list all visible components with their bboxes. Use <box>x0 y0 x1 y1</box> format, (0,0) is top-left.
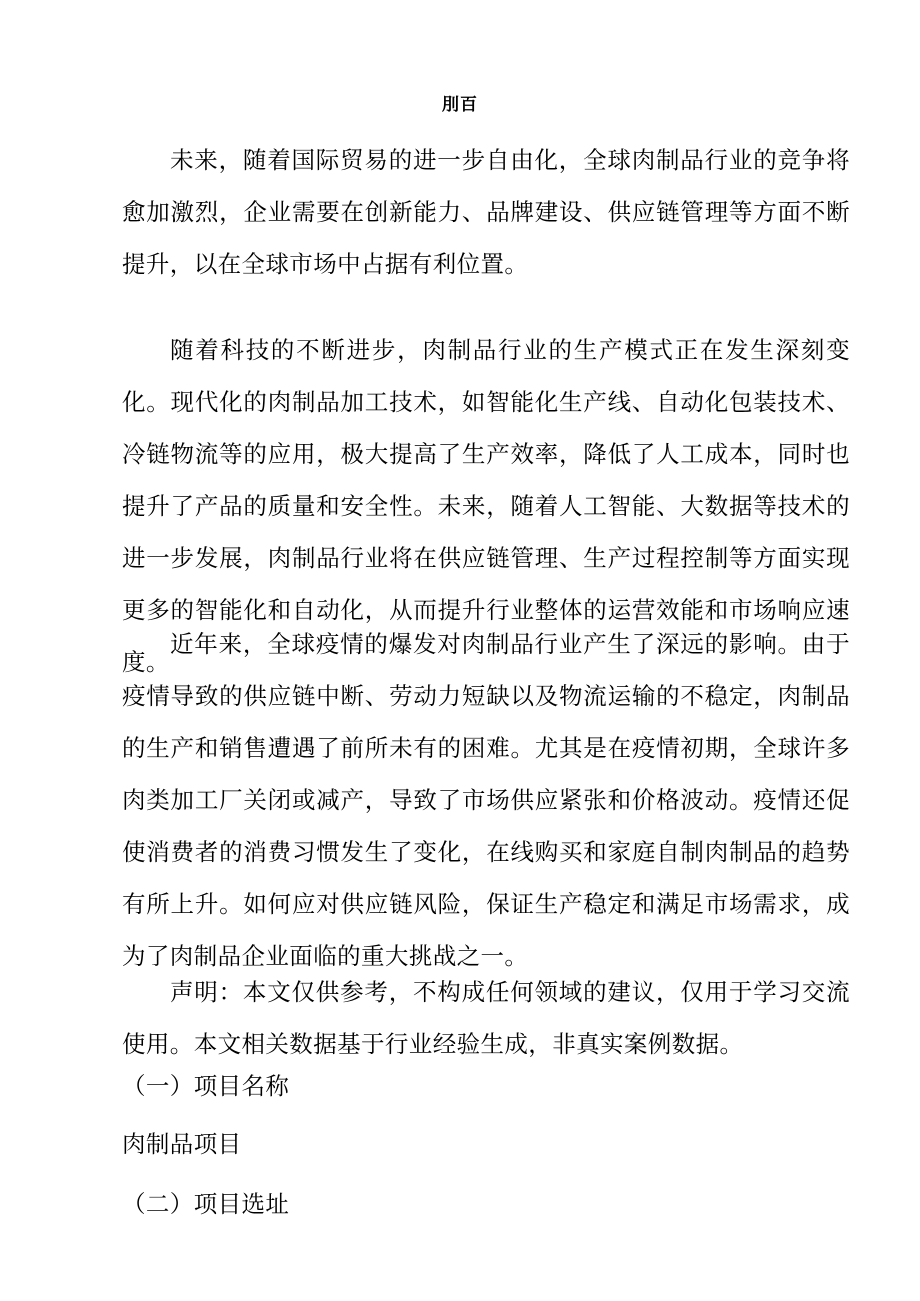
project-name-value: 肉制品项目 <box>122 1130 242 1158</box>
paragraph-pandemic: 近年来，全球疫情的爆发对肉制品行业产生了深远的影响。由于疫情导致的供应链中断、劳动力短缺以及物流运输的不稳定，肉制品的生产和销售遭遇了前所未有的困难。尤其是在疫情初期，全球许多肉类加工厂关闭或减产，导致了市场供应紧张和价格波动。疫情还促使消费者的消费习惯发生了变化，在线购买和家庭自制肉制品的趋势有所上升。如何应对供应链风险，保证生产稳定和满足市场需求，成为了肉制品企业面临的重大挑战之一。 <box>122 630 850 970</box>
paragraph-disclaimer: 声明：本文仅供参考，不构成任何领域的建议，仅用于学习交流使用。本文相关数据基于行业经验生成，非真实案例数据。 <box>122 978 850 1058</box>
paragraph-intro: 未来，随着国际贸易的进一步自由化，全球肉制品行业的竞争将愈加激烈，企业需要在创新能力、品牌建设、供应链管理等方面不断提升，以在全球市场中占据有利位置。 <box>122 146 850 278</box>
page-heading: 刖百 <box>442 95 478 115</box>
paragraph-technology: 随着科技的不断进步，肉制品行业的生产模式正在发生深刻变化。现代化的肉制品加工技术，如智能化生产线、自动化包装技术、冷链物流等的应用，极大提高了生产效率，降低了人工成本，同时也提升了产品的质量和安全性。未来，随着人工智能、大数据等技术的进一步发展，肉制品行业将在供应链管理、生产过程控制等方面实现更多的智能化和自动化，从而提升行业整体的运营效能和市场响应速度。 <box>122 336 850 676</box>
section-title-project-site: （二）项目选址 <box>122 1190 290 1218</box>
section-title-project-name: （一）项目名称 <box>122 1072 290 1100</box>
